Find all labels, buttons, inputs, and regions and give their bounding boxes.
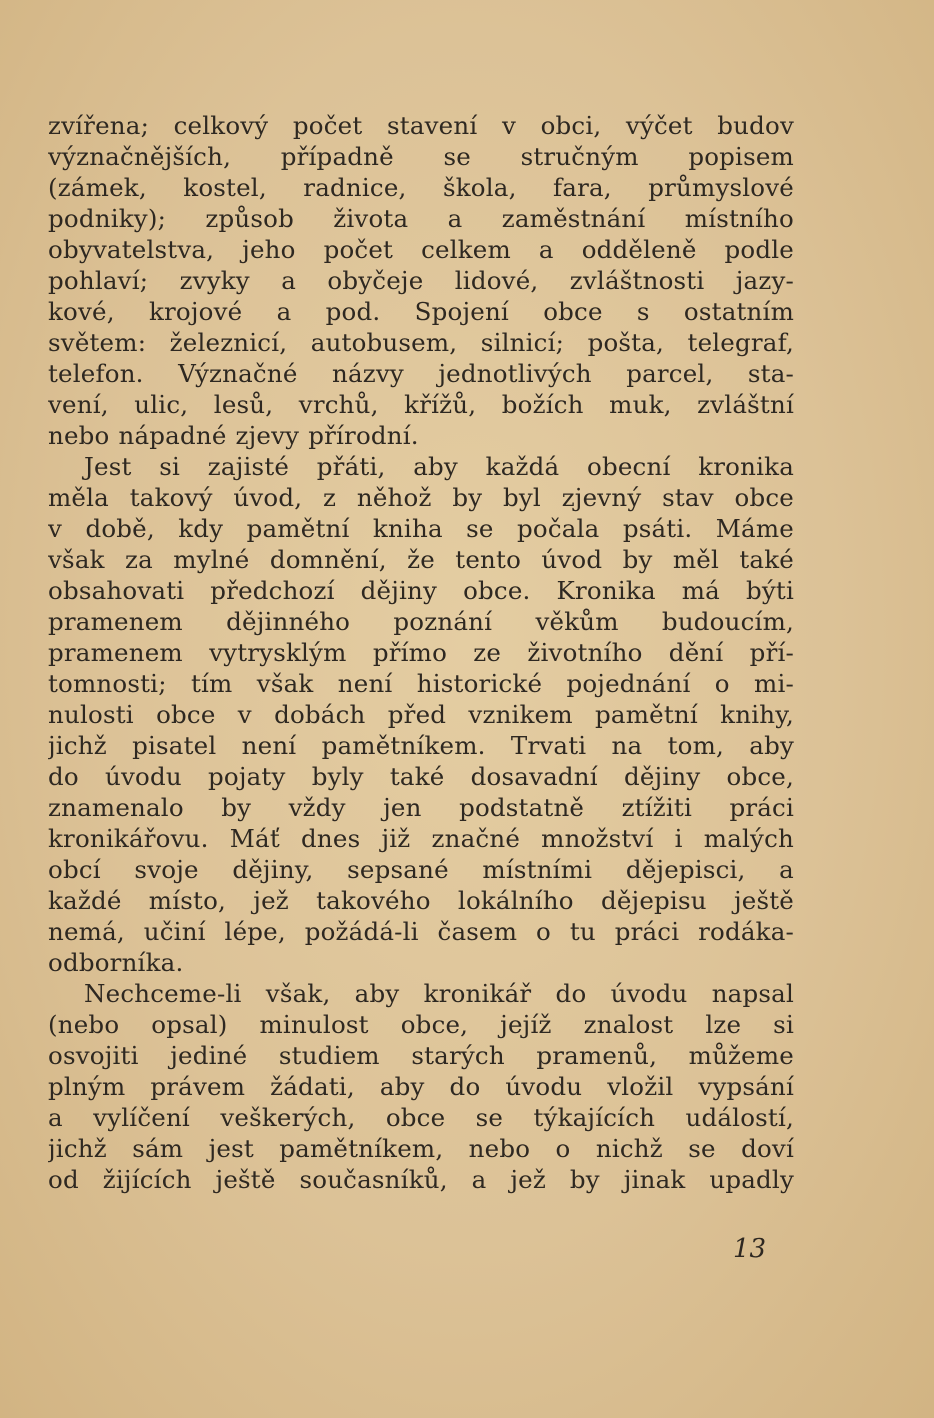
text-line: (zámek, kostel, radnice, škola, fara, průmyslové	[48, 173, 794, 202]
text-line: světem: železnicí, autobusem, silnicí; pošta, telegraf,	[48, 328, 794, 357]
text-line: nulosti obce v dobách před vznikem pamětní knihy,	[48, 700, 794, 729]
text-line: pramenem vytrysklým přímo ze životního dění pří-	[48, 638, 794, 667]
text-line: každé místo, jež takového lokálního dějepisu ještě	[48, 886, 794, 915]
text-line: telefon. Význačné názvy jednotlivých parcel, sta-	[48, 359, 794, 388]
text-line: nebo nápadné zjevy přírodní.	[48, 421, 419, 450]
text-line: jichž pisatel není pamětníkem. Trvati na tom, aby	[48, 731, 794, 760]
text-line: obcí svoje dějiny, sepsané místními dějepisci, a	[48, 855, 794, 884]
text-line: a vylíčení veškerých, obce se týkajících událostí,	[48, 1103, 794, 1132]
body-text	[48, 110, 794, 1195]
text-line: znamenalo by vždy jen podstatně ztížiti práci	[48, 793, 794, 822]
text-line: od žijících ještě současníků, a jež by jinak upadly	[48, 1165, 794, 1194]
text-line: zvířena; celkový počet stavení v obci, výčet budov	[48, 111, 794, 140]
text-line: obsahovati předchozí dějiny obce. Kronika má býti	[48, 576, 794, 605]
paragraph-start-line: Jest si zajisté přáti, aby každá obecní kronika	[84, 452, 794, 481]
text-line: v době, kdy pamětní kniha se počala psáti. Máme	[48, 514, 794, 543]
text-line: osvojiti jediné studiem starých pramenů, můžeme	[48, 1041, 794, 1070]
text-line: pramenem dějinného poznání věkům budoucím,	[48, 607, 794, 636]
text-line: vení, ulic, lesů, vrchů, křížů, božích muk, zvláštní	[48, 390, 794, 419]
text-line: však za mylné domnění, že tento úvod by měl také	[48, 545, 794, 574]
text-line: význačnějších, případně se stručným popisem	[48, 142, 794, 171]
text-line: obyvatelstva, jeho počet celkem a odděleně podle	[48, 235, 794, 264]
text-line: nemá, učiní lépe, požádá-li časem o tu práci rodáka-	[48, 917, 794, 946]
page-number: 13	[733, 1234, 767, 1264]
text-line: pohlaví; zvyky a obyčeje lidové, zvláštnosti jazy-	[48, 266, 794, 295]
text-line: tomnosti; tím však není historické pojednání o mi-	[48, 669, 794, 698]
text-line: (nebo opsal) minulost obce, jejíž znalost lze si	[48, 1010, 794, 1039]
text-line: jichž sám jest pamětníkem, nebo o nichž se doví	[48, 1134, 794, 1163]
text-line: odborníka.	[48, 948, 184, 977]
paragraph-start-line: Nechceme-li však, aby kronikář do úvodu napsal	[84, 979, 794, 1008]
text-line: do úvodu pojaty byly také dosavadní dějiny obce,	[48, 762, 794, 791]
text-line: kové, krojové a pod. Spojení obce s ostatním	[48, 297, 794, 326]
text-line: měla takový úvod, z něhož by byl zjevný stav obce	[48, 483, 794, 512]
text-line: podniky); způsob života a zaměstnání místního	[48, 204, 794, 233]
text-line: plným právem žádati, aby do úvodu vložil vypsání	[48, 1072, 794, 1101]
text-line: kronikářovu. Máť dnes již značné množství i malých	[48, 824, 794, 853]
